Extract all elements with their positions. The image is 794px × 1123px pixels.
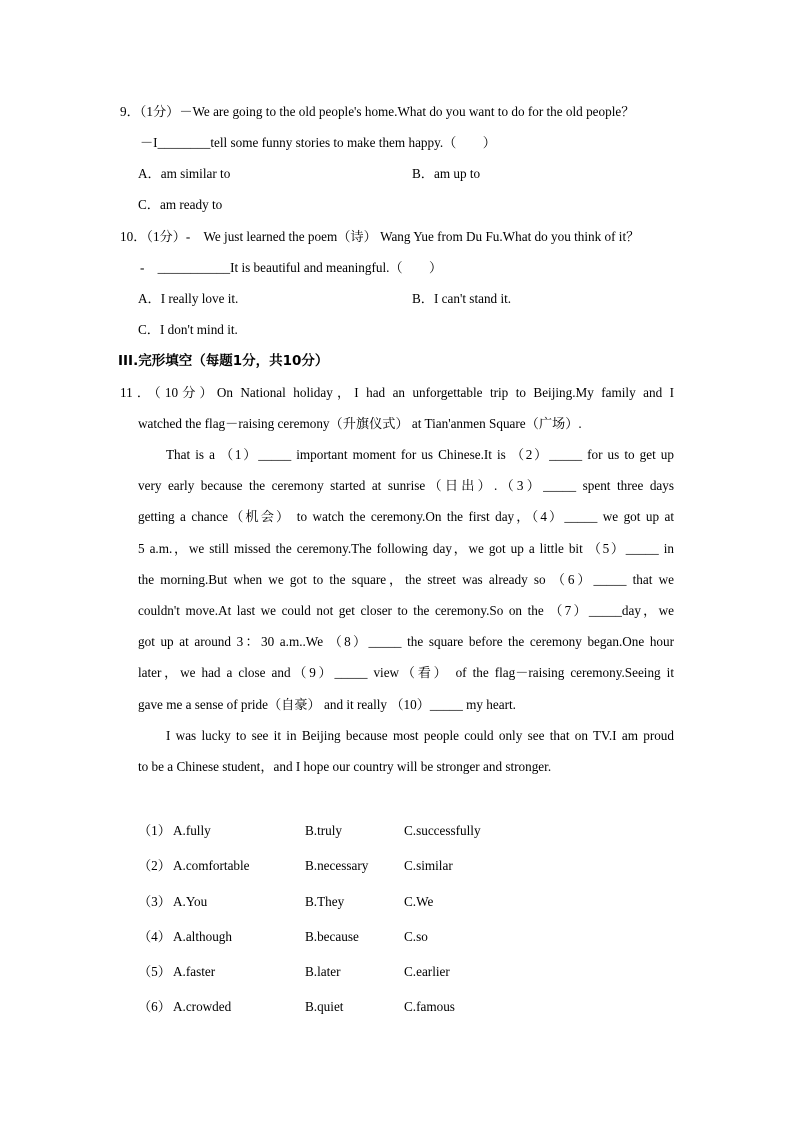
q11-line-3: That is a （1）_____ important moment for us Chinese.It is （2）_____ for us to get up [166, 447, 674, 462]
q11-line-9: got up at around 3：30 a.m..We （8）_____ the square before the ceremony began.One hour [138, 634, 674, 649]
q11-line-5: getting a chance（机会） to watch the ceremony.On the first day，（4）_____ we got up at [138, 509, 674, 524]
choice-b: B.They [305, 894, 345, 909]
choice-number: （6） [138, 999, 171, 1014]
choice-number: （2） [138, 858, 171, 873]
q9-stem: 9．（1分）－We are going to the old people's home.What do you want to do for the old people？ [120, 104, 635, 119]
q11-line-8: couldn't move.At last we could not get closer to the ceremony.So on the （7）_____day，we [138, 603, 674, 618]
choice-c: C.successfully [404, 823, 481, 838]
choice-row-5 [0, 964, 794, 984]
choice-b: B.truly [305, 823, 342, 838]
choice-b: B.later [305, 964, 341, 979]
q11-line-11: gave me a sense of pride（自豪） and it really （10）_____ my heart. [138, 697, 516, 712]
q10-stem: 10．（1分）- We just learned the poem（诗） Wang Yue from Du Fu.What do you think of it？ [120, 229, 640, 244]
q10-line2: - ___________It is beautiful and meaningful.（ ） [140, 260, 443, 275]
q11-line-1: 11．（10分）On National holiday，I had an unforgettable trip to Beijing.My family and I [120, 385, 674, 400]
choice-c: C.similar [404, 858, 453, 873]
q10-option-a: A．I really love it. [138, 291, 239, 306]
q11-line-2: watched the flag－raising ceremony（升旗仪式） at Tian'anmen Square（广场）. [138, 416, 582, 431]
q11-line-12: I was lucky to see it in Beijing because most people could only see that on TV.I am proud [166, 728, 674, 743]
choice-row-1 [0, 823, 794, 843]
q9-option-b: B．am up to [412, 166, 481, 181]
choice-a: A.comfortable [173, 858, 250, 873]
choice-number: （3） [138, 894, 171, 909]
q9-option-a: A．am similar to [138, 166, 231, 181]
section-title: III.完形填空（每题1分，共10分） [118, 353, 329, 369]
choice-a: A.crowded [173, 999, 232, 1014]
choice-a: A.although [173, 929, 232, 944]
q9-option-c: C．am ready to [138, 197, 223, 212]
choice-b: B.necessary [305, 858, 369, 873]
choice-b: B.quiet [305, 999, 344, 1014]
q11-line-13: to be a Chinese student，and I hope our country will be stronger and stronger. [138, 759, 552, 774]
q11-line-10: later，we had a close and（9）_____ view（看） of the flag－raising ceremony.Seeing it [138, 665, 674, 680]
q10-option-b: B．I can't stand it. [412, 291, 512, 306]
choice-c: C.We [404, 894, 434, 909]
choice-b: B.because [305, 929, 359, 944]
choice-a: A.You [173, 894, 208, 909]
choice-number: （1） [138, 823, 171, 838]
q11-line-6: 5 a.m.，we still missed the ceremony.The following day，we got up a little bit （5）_____ in [138, 541, 674, 556]
choice-row-6 [0, 999, 794, 1019]
choice-c: C.famous [404, 999, 455, 1014]
q11-line-7: the morning.But when we got to the square，the street was already so （6）_____ that we [138, 572, 674, 587]
choice-number: （5） [138, 964, 171, 979]
q10-option-c: C．I don't mind it. [138, 322, 238, 337]
q11-line-4: very early because the ceremony started at sunrise（日出）.（3）_____ spent three days [138, 478, 674, 493]
choice-row-2 [0, 858, 794, 878]
choice-number: （4） [138, 929, 171, 944]
choice-row-3 [0, 894, 794, 914]
choice-row-4 [0, 929, 794, 949]
choice-a: A.fully [173, 823, 211, 838]
choice-a: A.faster [173, 964, 216, 979]
choice-c: C.earlier [404, 964, 450, 979]
q9-line2: －I________tell some funny stories to make them happy.（ ） [140, 135, 496, 150]
choice-c: C.so [404, 929, 428, 944]
